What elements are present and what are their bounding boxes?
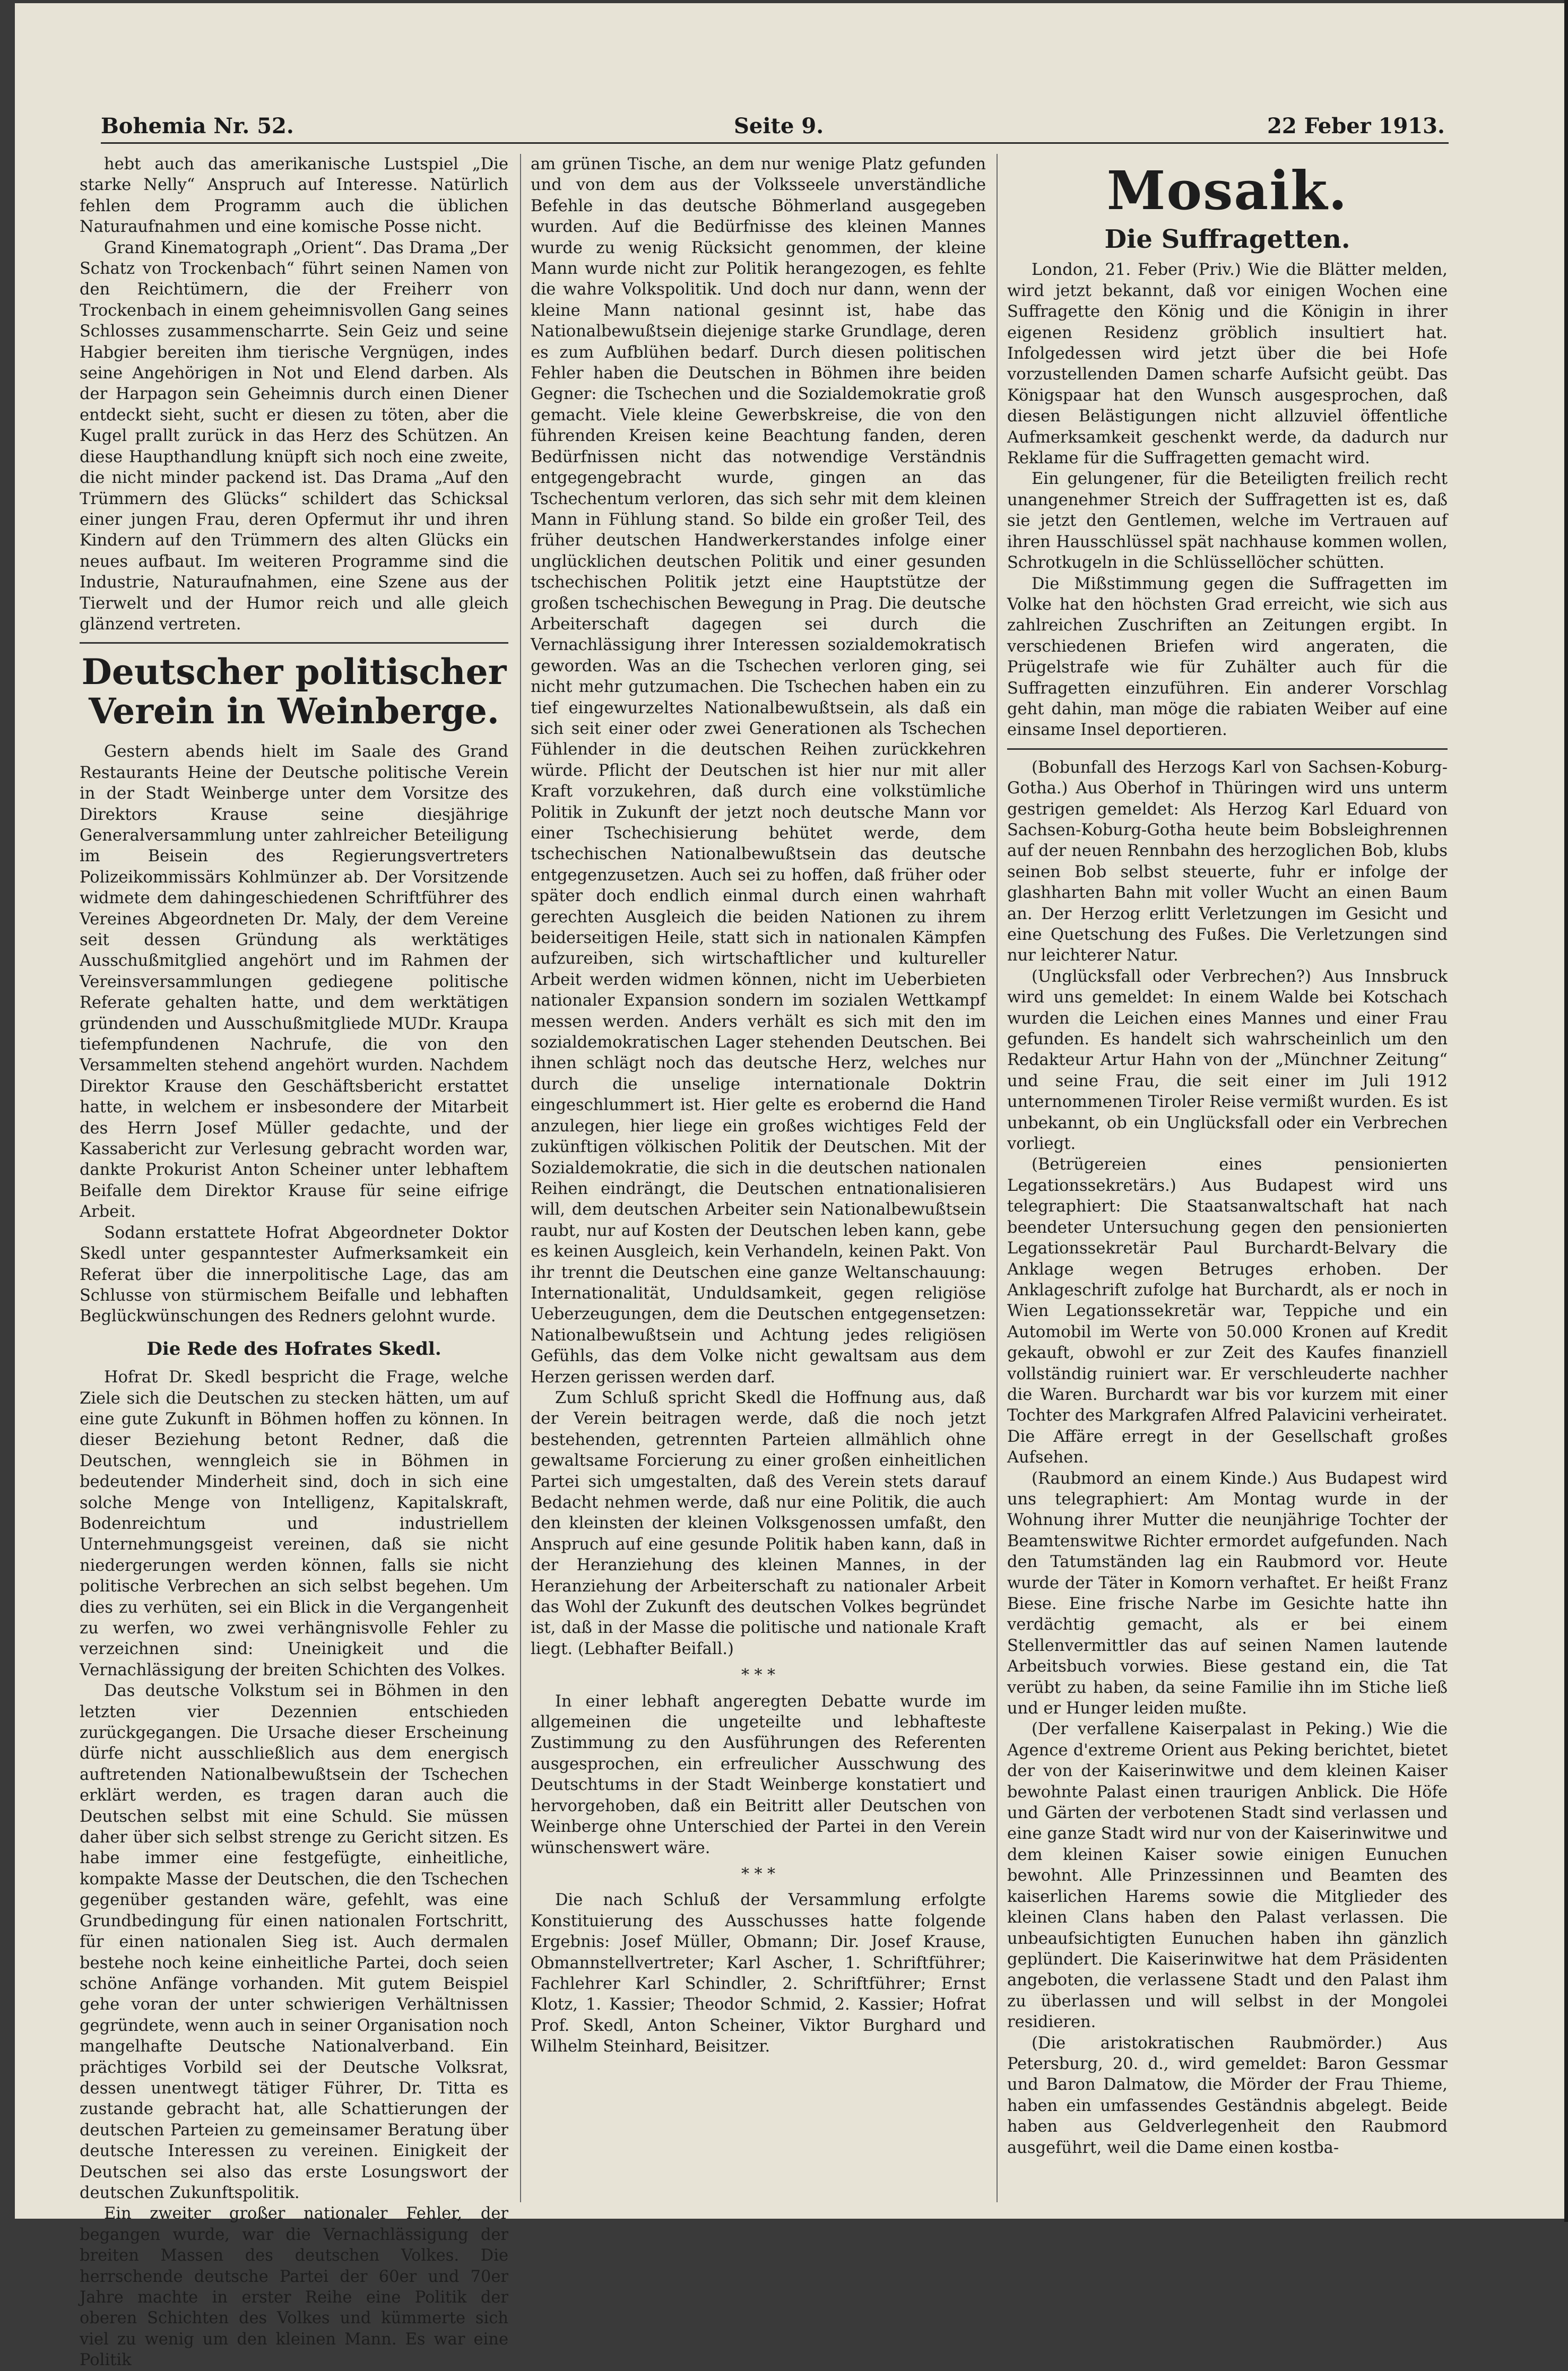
column-divider-2	[997, 154, 998, 2202]
column-divider-1	[520, 154, 521, 2202]
header-date: 22 Feber 1913.	[1267, 114, 1445, 139]
mosaik-paragraph-3: Die Mißstimmung gegen die Suffragetten im Volke hat den höchsten Grad erreicht, wie sich aus zahlreichen Zuschriften an Zeitungen ergibt. In verschiedenen Briefen wird angeraten, die Prügelstrafe wie für Zuhälter auch für die Suffragetten einzuführen. Ein anderer Vorschlag geht dahin, man möge die rabiaten Weiber auf eine einsame Insel deportieren.	[1007, 574, 1448, 740]
separator-stars-2: * * *	[741, 1864, 776, 1883]
article-continuation-3: In einer lebhaft angeregten Debatte wurde im allgemeinen die ungeteilte und lebhafteste Zustimmung zu den Ausführungen des Referenten ausgesprochen, ein erfreulicher Ausschwung des Deutschtums in der Stadt Weinberge konstatiert und hervorgehoben, daß ein Beitritt aller Deutschen von Weinberge ohne Unterschied der Partei in den Verein wünschenswert wäre.	[531, 1692, 986, 1857]
separator-stars: * * *	[741, 1666, 776, 1685]
article-paragraph-3: Hofrat Dr. Skedl bespricht die Frage, welche Ziele sich die Deutschen zu stecken hätten, um auf eine gute Zukunft in Böhmen hoffen zu können. In dieser Beziehung betont Redner, daß die Deutschen, wenngleich sie in Böhmen in bedeutender Minderheit sind, doch in sich eine solche Menge von Intelligenz, Kapitalskraft, Bodenreichtum und industriellem Unternehmungsgeist vereinen, daß sie nicht niedergerungen werden können, falls sie nicht politische Verbrechen an sich selbst begehen. Um dies zu verhüten, sei ein Blick in die Vergangenheit zu werfen, wo zwei verhängnisvolle Fehler zu verzeichnen sind: Uneinigkeit und die Vernachlässigung der breiten Schichten des Volkes.	[80, 1368, 508, 1680]
header-page-number: Seite 9.	[734, 114, 824, 139]
cinema-paragraph-2: Grand Kinematograph „Orient“. Das Drama „Der Schatz von Trockenbach“ führt seinen Namen von den Reichtümern, die der Freiherr von Trockenbach in einem geheimnisvollen Gang seines Schlosses zusammenscharrte. Sein Geiz und seine Habgier bereiten ihm tierische Vergnügen, indes seine Angehörigen in Not und Elend darben. Als der Harpagon sein Geheimnis durch einen Diener entdeckt sieht, sucht er diesen zu töten, aber die Kugel prallt zurück in das Herz des Schützen. An diese Haupthandlung knüpft sich noch eine zweite, die nicht minder packend ist. Das Drama „Auf den Trümmern des Glücks“ schildert das Schicksal einer jungen Frau, deren Opfermut ihr und ihren Kindern auf den Trümmern des alten Glücks ein neues aufbaut. Im weiteren Programme sind die Industrie, Naturaufnahmen, eine Szene aus der Tierwelt und der Humor reich und alle gleich glänzend vertreten.	[80, 238, 508, 634]
mosaik-item-bob-accident: (Bobunfall des Herzogs Karl von Sachsen-Koburg-Gotha.) Aus Oberhof in Thüringen wird uns unterm gestrigen gemeldet: Als Herzog Karl Eduard von Sachsen-Koburg-Gotha heute beim Bobsleighrennen auf der neuen Rennbahn des herzoglichen Bob, klubs seinen Bob selbst steuerte, fuhr er infolge der glashharten Bahn mit voller Wucht an einen Baum an. Der Herzog erlitt Verletzungen im Gesicht und eine Quetschung des Fußes. Die Verletzungen sind nur leichterer Natur.	[1007, 758, 1448, 965]
mosaik-paragraph-1: London, 21. Feber (Priv.) Wie die Blätter melden, wird jetzt bekannt, daß vor einigen Wochen eine Suffragette den König und die Königin in ihrer eigenen Residenz gröblich insultiert hat. Infolgedessen wird jetzt über die bei Hofe vorzustellenden Damen scharfe Aufsicht geübt. Das Königspaar hat den Wunsch ausgesprochen, daß diesen Belästigungen nicht allzuviel öffentliche Aufmerksamkeit geschenkt werde, da dadurch nur Reklame für die Suffragetten gemacht wird.	[1007, 261, 1448, 468]
article-paragraph-1: Gestern abends hielt im Saale des Grand Restaurants Heine der Deutsche politische Verein in der Stadt Weinberge unter dem Vorsitze des Direktors Krause seine diesjährige Generalversammlung unter zahlreicher Beteiligung im Beisein des Regierungsvertreters Polizeikommissärs Kohlmünzer ab. Der Vorsitzende widmete dem dahingeschiedenen Schriftführer des Vereines Abgeordneten Dr. Maly, der dem Vereine seit dessen Gründung als werktätiges Ausschußmitglied angehört und im Rahmen der Vereinsversammlungen gediegene politische Referate gehalten hatte, und dem werktätigen gründenden und Ausschußmitgliede MUDr. Kraupa tiefempfundenen Nachrufe, die von den Versammelten stehend angehört wurden. Nachdem Direktor Krause den Geschäftsbericht erstattet hatte, in welchem er insbesondere der Mitarbeit des Herrn Josef Müller gedachte, und der Kassabericht zur Verlesung gebracht worden war, dankte Prokurist Anton Scheiner unter lebhaftem Beifalle dem Direktor Krause für seine eifrige Arbeit.	[80, 742, 508, 1222]
mosaik-subheading: Die Suffragetten.	[1104, 224, 1350, 254]
mosaik-item-innsbruck: (Unglücksfall oder Verbrechen?) Aus Innsbruck wird uns gemeldet: In einem Walde bei Kotschach wurden die Leichen eines Mannes und einer Frau gefunden. Es handelt sich wahrscheinlich um den Redakteur Artur Hahn von der „Münchner Zeitung“ und seine Frau, die seit einer im Juli 1912 unternommenen Tiroler Reise vermißt wurden. Es ist unbekannt, ob ein Unglücksfall oder ein Verbrechen vorliegt.	[1007, 967, 1448, 1154]
column-3	[1007, 154, 1448, 2210]
article-headline: Deutscher politischer Verein in Weinberge.	[81, 651, 507, 732]
article-subheading: Die Rede des Hofrates Skedl.	[146, 1338, 441, 1360]
cinema-paragraph-1: hebt auch das amerikanische Lustspiel „Die starke Nelly“ Anspruch auf Interesse. Natürlich fehlen dem Programm auch die üblichen Naturaufnahmen und eine komische Posse nicht.	[80, 155, 508, 237]
mosaik-rule	[1007, 748, 1448, 750]
article-paragraph-2: Sodann erstattete Hofrat Abgeordneter Doktor Skedl unter gespanntester Aufmerksamkeit ein Referat über die innerpolitische Lage, das am Schlusse von stürmischem Beifalle und lebhaften Beglückwünschungen des Redners gelohnt wurde.	[80, 1223, 508, 1326]
article-paragraph-4: Das deutsche Volkstum sei in Böhmen in den letzten vier Dezennien entschieden zurückgegangen. Die Ursache dieser Erscheinung dürfe nicht ausschließlich aus dem energisch auftretenden Nationalbewußtsein der Tschechen erklärt werden, es tragen daran auch die Deutschen selbst mit eine Schuld. Sie müssen daher über sich selbst strenge zu Gericht sitzen. Es habe immer eine festgefügte, einheitliche, kompakte Masse der Deutschen, die den Tschechen gegenüber gestanden wäre, gefehlt, was eine Grundbedingung für einen nationalen Fortschritt, für einen nationalen Sieg ist. Auch dermalen bestehe noch keine einheitliche Partei, doch seien schöne Anfänge vorhanden. Mit gutem Beispiel gehe voran der unter schwierigen Verhältnissen gegründete, wenn auch in seiner Organisation noch mangelhafte Deutsche Nationalverband. Ein prächtiges Vorbild sei der Deutsche Volksrat, dessen unentwegt tätiger Führer, Dr. Titta es zustande gebracht hat, alle Schattierungen der deutschen Parteien zu gemeinsamer Beratung über deutsche Interessen zu vereinen. Einigkeit der Deutschen sei also das erste Losungswort der deutschen Zukunftspolitik.	[80, 1682, 508, 2202]
mosaik-item-peking: (Der verfallene Kaiserpalast in Peking.) Wie die Agence d'extreme Orient aus Peking berichtet, bietet der von der Kaiserinwitwe und dem kleinen Kaiser bewohnte Palast einen traurigen Anblick. Die Höfe und Gärten der verbotenen Stadt sind verlassen und eine ganze Stadt wird nur von der Kaiserinwitwe und dem kleinen Kaiser sowie einigen Eunuchen bewohnt. Alle Prinzessinnen und Beamten des kaiserlichen Harems sowie die Mitglieder des kleinen Clans haben den Palast verlassen. Die unbeaufsichtigten Eunuchen haben ihn gänzlich geplündert. Die Kaiserinwitwe hat dem Präsidenten angeboten, die verlassene Stadt und den Palast ihm zu überlassen und will selbst in der Mongolei residieren.	[1007, 1720, 1448, 2032]
column-1	[80, 154, 508, 2370]
scan-edge	[1564, 0, 1568, 2222]
mosaik-item-raubmord: (Raubmord an einem Kinde.) Aus Budapest wird uns telegraphiert: Am Montag wurde in der Wohnung ihrer Mutter die neunjährige Tochter der Beamtenswitwe Richter ermordet aufgefunden. Nach den Tatumständen lag ein Raubmord vor. Heute wurde der Täter in Komorn verhaftet. Er heißt Franz Biese. Eine frische Narbe im Gesichte hatte ihn verdächtig gemacht, als er bei einem Stellenvermittler das auf seinen Namen lautende Arbeitsbuch vorwies. Biese gestand ein, die Tat verübt zu haben, da seine Familie ihn im Stiche ließ und er Hunger leiden mußte.	[1007, 1469, 1448, 1718]
section-rule	[80, 642, 508, 644]
header-rule	[101, 142, 1449, 144]
column-2	[531, 154, 986, 2210]
header-issue: Bohemia Nr. 52.	[101, 114, 294, 139]
mosaik-item-legation: (Betrügereien eines pensionierten Legationssekretärs.) Aus Budapest wird uns telegraphiert: Die Staatsanwaltschaft hat nach beendeter Untersuchung gegen den pensionierten Legationssekretär Paul Burchardt-Belvary die Anklage wegen Betruges erhoben. Der Anklageschrift zufolge hat Burchardt, als er noch in Wien Legationssekretär war, Teppiche und ein Automobil im Werte von 50.000 Kronen auf Kredit gekauft, obwohl er zur Zeit des Kaufes finanziell vollständig ruiniert war. Er verschleuderte nachher die Waren. Burchardt war bis vor kurzem mit einer Tochter des Markgrafen Alfred Palavicini verheiratet. Die Affäre erregt in der Gesellschaft großes Aufsehen.	[1007, 1155, 1448, 1467]
mosaik-paragraph-2: Ein gelungener, für die Beteiligten freilich recht unangenehmer Streich der Suffragetten ist es, daß sie jetzt den Gentlemen, welche im Vertrauen auf ihren Hausschlüssel spät nachhause kommen wollen, Schrotkugeln in die Schlüssellöcher schütten.	[1007, 470, 1448, 573]
article-continuation-2: Zum Schluß spricht Skedl die Hoffnung aus, daß der Verein beitragen werde, daß die noch jetzt bestehenden, getrennten Parteien allmählich ohne gewaltsame Forcierung zu einer großen einheitlichen Partei sich umgestalten, daß des Verein stets darauf Bedacht nehmen werde, daß nur eine Politik, die auch den kleinsten der kleinen Volksgenossen umfaßt, den Anspruch auf eine gesunde Politik haben kann, daß in der Heranziehung des kleinen Mannes, in der Heranziehung der Arbeiterschaft zu nationaler Arbeit das Wohl der Zukunft des deutschen Volkes begründet ist, daß in der Masse die politische und nationale Kraft liegt. (Lebhafter Beifall.)	[531, 1388, 986, 1658]
article-paragraph-5: Ein zweiter großer nationaler Fehler, der begangen wurde, war die Vernachlässigung der breiten Massen des deutschen Volkes. Die herrschende deutsche Partei der 60er und 70er Jahre machte in erster Reihe eine Politik der oberen Schichten des Volkes und kümmerte sich viel zu wenig um den kleinen Mann. Es war eine Politik	[80, 2204, 508, 2370]
article-continuation-4: Die nach Schluß der Versammlung erfolgte Konstituierung des Ausschusses hatte folgende Ergebnis: Josef Müller, Obmann; Dir. Josef Krause, Obmannstellvertreter; Karl Ascher, 1. Schriftführer; Fachlehrer Karl Schindler, 2. Schriftführer; Ernst Klotz, 1. Kassier; Theodor Schmid, 2. Kassier; Hofrat Prof. Skedl, Anton Scheiner, Viktor Burghard und Wilhelm Steinhard, Beisitzer.	[531, 1891, 986, 2056]
article-continuation-1: am grünen Tische, an dem nur wenige Platz gefunden und von dem aus der Volksseele unverständliche Befehle in das deutsche Böhmerland ausgegeben wurden. Auf die Bedürfnisse des kleinen Mannes wurde zu wenig Rücksicht genommen, der kleine Mann wurde nicht zur Politik herangezogen, es fehlte die wahre Volkspolitik. Und doch nur dann, wenn der kleine Mann national gesinnt ist, habe das Nationalbewußtsein diejenige starke Grundlage, deren es zum Aufblühen bedarf. Durch diesen politischen Fehler haben die Deutschen in Böhmen ihre beiden Gegner: die Tschechen und die Sozialdemokratie groß gemacht. Viele kleine Gewerbskreise, die von den führenden Kreisen keine Beachtung fanden, deren Bedürfnissen nicht das notwendige Verständnis entgegengebracht wurde, gingen an das Tschechentum verloren, das sich sehr mit dem kleinen Mann in Fühlung stand. So bilde ein großer Teil, des früher deutschen Handwerkerstandes infolge einer unglücklichen deutschen Politik und einer gesunden tschechischen Politik jetzt eine Hauptstütze der großen tschechischen Bewegung in Prag. Die deutsche Arbeiterschaft dagegen sei durch die Vernachlässigung ihrer Interessen sozialdemokratisch geworden. Was an die Tschechen verloren ging, sei nicht mehr gutzumachen. Die Tschechen haben ein zu tief eingewurzeltes Nationalbewußtsein, als daß ein sich seit einer oder zwei Generationen als Tschechen Fühlender in die deutschen Reihen zurückkehren würde. Pflicht der Deutschen ist hier nur mit aller Kraft vorzukehren, daß durch eine volkstümliche Politik in Zukunft der jetzt noch deutsche Mann vor einer Tschechisierung behütet werde, dem tschechischen Nationalbewußtsein das deutsche entgegenzusetzen. Auch sei zu hoffen, daß früher oder später doch endlich einmal durch einen wahrhaft gerechten Ausgleich die beiden Nationen zu ihrem beiderseitigen Heile, statt sich in nationalen Kämpfen aufzureiben, sich wirtschaftlicher und kultureller Arbeit werden widmen können, nicht im Ueberbieten nationaler Expansion sondern im sozialen Wettkampf messen werden. Anders verhält es sich mit den im sozialdemokratischen Lager stehenden Deutschen. Bei ihnen schlägt noch das deutsche Herz, welches nur durch die unselige internationale Doktrin eingeschlummert ist. Hier gelte es erobernd die Hand anzulegen, hier liege ein großes wichtiges Feld der zukünftigen völkischen Politik der Deutschen. Mit der Sozialdemokratie, die sich in die deutschen nationalen Reihen eindrängt, die Deutschen entnationalisieren will, dem deutschen Arbeiter sein Nationalbewußtsein raubt, nur auf Kosten der Deutschen leben kann, gebe es keinen Ausgleich, kein Verhandeln, keinen Pakt. Von ihr trennt die Deutschen eine ganze Weltanschauung: Internationalität, Unduldsamkeit, gegen religiöse Ueberzeugungen, dem die Deutschen entgegensetzen: Nationalbewußtsein und Achtung jedes religiösen Gefühls, das dem Volke nicht gewaltsam aus dem Herzen gerissen werden darf.	[531, 155, 986, 1387]
newspaper-page	[15, 3, 1564, 2370]
mosaik-item-petersburg: (Die aristokratischen Raubmörder.) Aus Petersburg, 20. d., wird gemeldet: Baron Gessmar und Baron Dalmatow, die Mörder der Frau Thieme, haben ein umfassendes Geständnis abgelegt. Beide haben aus Geldverlegenheit den Raubmord ausgeführt, weil die Dame einen kostba-	[1007, 2033, 1448, 2157]
mosaik-title: Mosaik.	[1106, 159, 1348, 222]
